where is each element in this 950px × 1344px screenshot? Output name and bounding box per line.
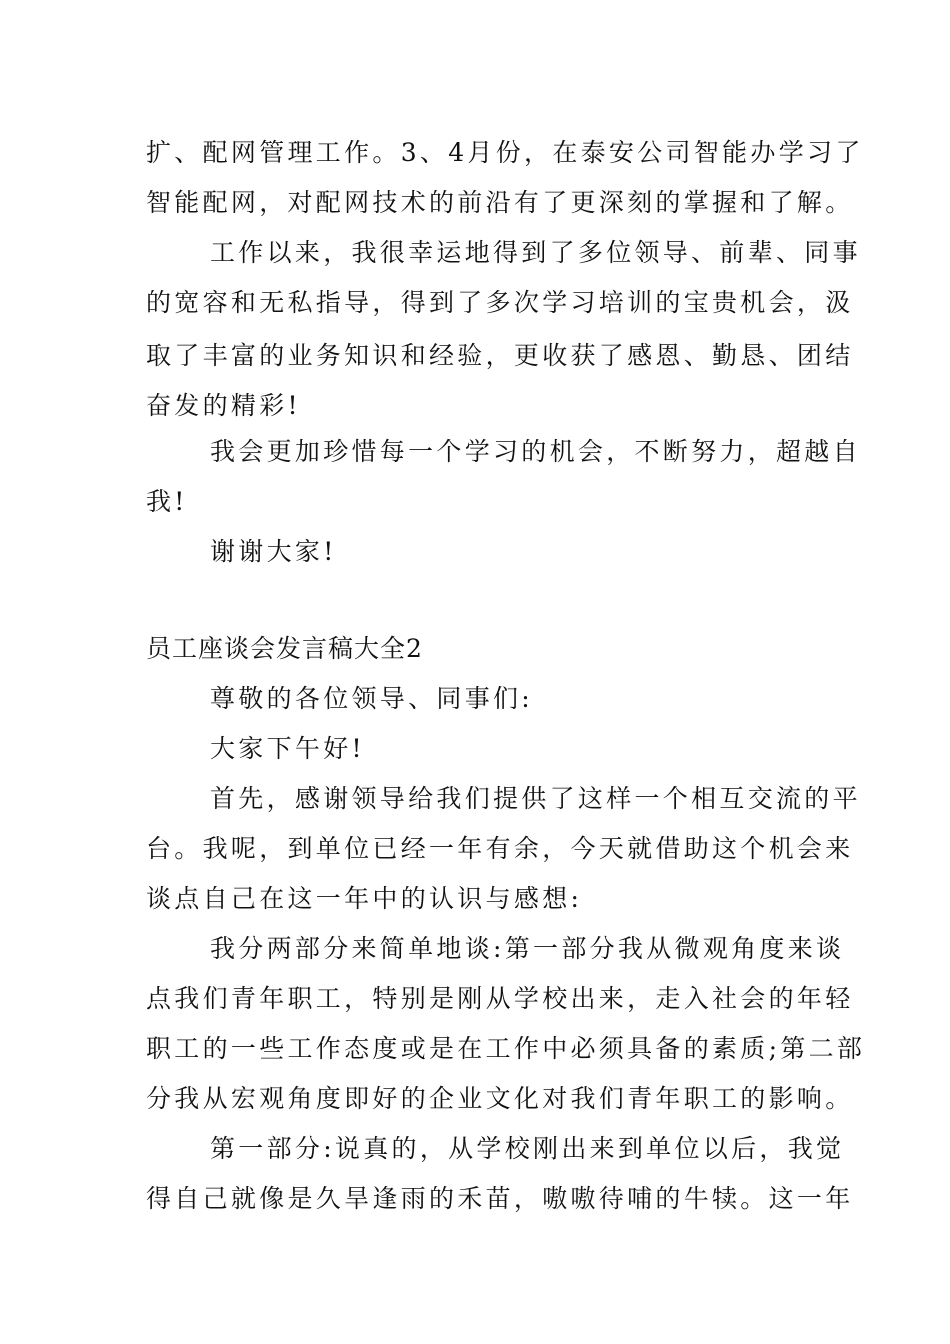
text-line: 我会更加珍惜每一个学习的机会，不断努力，超越自: [210, 437, 861, 466]
text-line: 尊敬的各位领导、同事们:: [210, 684, 534, 713]
text-line: 的宽容和无私指导，得到了多次学习培训的宝贵机会，汲: [146, 288, 854, 317]
text-line: 取了丰富的业务知识和经验，更收获了感恩、勤恳、团结: [146, 341, 854, 370]
text-line: 扩、配网管理工作。3、4月份，在泰安公司智能办学习了: [146, 138, 864, 167]
text-line: 谢谢大家!: [210, 537, 337, 566]
text-line: 奋发的精彩!: [146, 391, 301, 420]
text-line: 台。我呢，到单位已经一年有余，今天就借助这个机会来: [146, 834, 854, 863]
section-heading: 员工座谈会发言稿大全2: [146, 634, 423, 663]
text-line: 第一部分:说真的，从学校刚出来到单位以后，我觉: [210, 1134, 845, 1163]
text-line: 工作以来，我很幸运地得到了多位领导、前辈、同事: [210, 238, 861, 267]
text-line: 首先，感谢领导给我们提供了这样一个相互交流的平: [210, 784, 861, 813]
text-line: 智能配网，对配网技术的前沿有了更深刻的掌握和了解。: [146, 188, 854, 217]
text-line: 谈点自己在这一年中的认识与感想:: [146, 884, 583, 913]
text-line: 职工的一些工作态度或是在工作中必须具备的素质;第二部: [146, 1034, 866, 1063]
text-line: 我分两部分来简单地谈:第一部分我从微观角度来谈: [210, 934, 845, 963]
text-line: 大家下午好!: [210, 734, 365, 763]
text-line: 分我从宏观角度即好的企业文化对我们青年职工的影响。: [146, 1084, 854, 1113]
text-line: 我!: [146, 487, 188, 516]
text-line: 得自己就像是久旱逢雨的禾苗，嗷嗷待哺的牛犊。这一年: [146, 1184, 854, 1213]
text-line: 点我们青年职工，特别是刚从学校出来，走入社会的年轻: [146, 984, 854, 1013]
